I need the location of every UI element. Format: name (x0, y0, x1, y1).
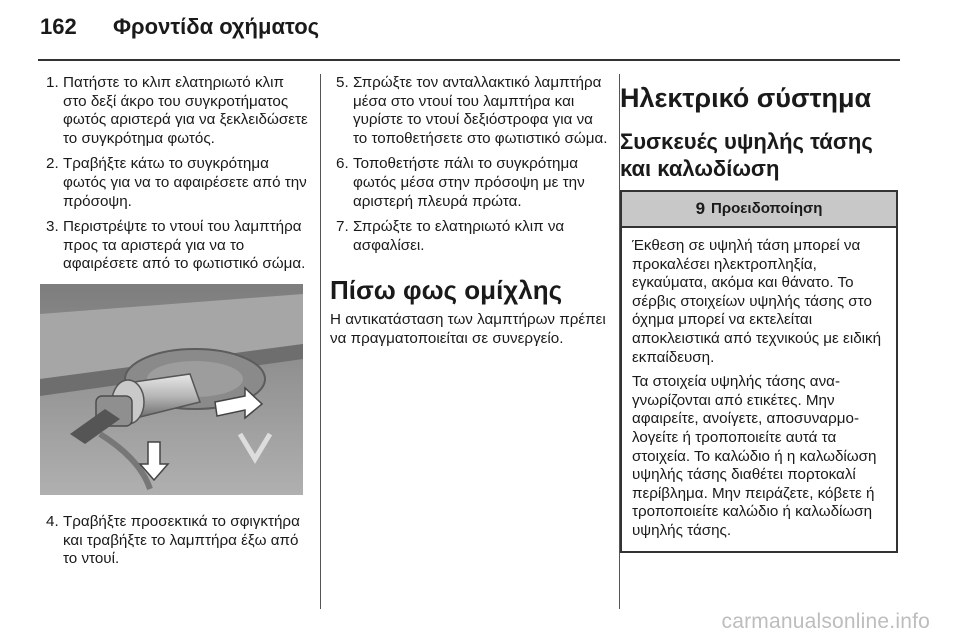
page-title: Φροντίδα οχήματος (113, 14, 320, 39)
warning-paragraph: Έκθεση σε υψηλή τάση μπορεί να προκαλέσει ηλεκτροπληξία, εγκαύματα, ακόμα και θάνατο. Το σέρβις στοιχείων υψηλής τάσης στο όχημα μπορεί να εκτελείται αποκλειστικά από τεχνικούς με ειδική εκπαίδευση. (632, 237, 882, 366)
step-item (330, 74, 608, 148)
step-number: 5. (336, 74, 349, 91)
section-heading-rear-fog-light: Πίσω φως ομίχλης (330, 275, 563, 306)
bulb-removal-photo (40, 284, 303, 495)
step-number: 6. (336, 155, 349, 173)
page-header (0, 0, 960, 60)
column-3 (620, 74, 902, 553)
step-text: Πατήστε το κλιπ ελατηριωτό κλιπ στο δεξί άκρο του συγκροτήματος φωτός αριστερά για να ξεκλειδώσετε το συγκρότημα φωτός. (63, 74, 308, 147)
step-item (40, 218, 310, 274)
warning-header (622, 192, 896, 228)
step-number: 7. (336, 218, 349, 236)
watermark-text: carmanualsonline.info (721, 610, 930, 633)
warning-paragraph: Τα στοιχεία υψηλής τάσης αναγνωρίζονται από ετικέτες. Μην αφαιρείτε, ανοίγετε, αποσυναρμολογείτε ή τροποποιείτε αυτά τα στοιχεία. Το καλώδιο ή η καλωδίωση υψηλής τάσης διαθέτει πορτοκαλί περίβλημα. Μην πειράζετε, κόβετε ή τροποποιείτε καλώδιο ή καλωδίωση υψηλής τάσης. (632, 373, 877, 539)
step-list-a (40, 74, 310, 274)
header-divider (38, 59, 900, 61)
step-number: 3. (46, 218, 59, 236)
warning-title: Προειδοποίηση (711, 199, 823, 217)
step-text: Σπρώξτε τον ανταλλακτικό λαμπτήρα μέσα στο ντουί του λαμπτήρα και γυρίστε το ντουί δεξιόστροφα για να το τοποθετήσετε στο φωτιστικό σώμα. (353, 74, 608, 147)
column-2 (330, 74, 608, 349)
warning-icon: 9 (695, 198, 706, 218)
subheading-high-voltage: Συσκευές υψηλής τάσης και καλωδίωση (620, 129, 873, 181)
warning-body (622, 228, 896, 551)
step-item (40, 155, 310, 211)
step-item (40, 74, 310, 148)
warning-box (620, 190, 898, 553)
step-number: 1. (46, 74, 59, 91)
step-list-b (40, 513, 310, 569)
column-divider-1 (320, 74, 321, 609)
step-number: 2. (46, 155, 59, 173)
step-text: Τραβήξτε προσεκτικά το σφιγκτήρα και τραβήξτε το λαμπτήρα έξω από το ντουί. (63, 512, 300, 568)
step-item (330, 155, 608, 211)
page-number: 162 (40, 14, 77, 39)
step-list-c (330, 74, 608, 255)
step-item (40, 513, 310, 569)
bulb-socket-illustration (40, 284, 303, 495)
step-number: 4. (46, 512, 59, 530)
step-text: Τραβήξτε κάτω το συγκρότημα φωτός για να το αφαιρέσετε από την πρόσοψη. (63, 155, 307, 210)
step-text: Τοποθετήστε πάλι το συγκρότημα φωτός μέσα στην πρόσοψη με την αριστερή πλευρά πρώτα. (353, 155, 585, 210)
step-text: Περιστρέψτε το ντουί του λαμπτήρα προς τα αριστερά για να το αφαιρέσετε από το φωτιστικό σώμα. (63, 218, 306, 273)
step-item (330, 218, 608, 255)
step-text: Σπρώξτε το ελατηριωτό κλιπ να ασφαλίσει. (353, 218, 565, 254)
column-1 (40, 74, 310, 576)
chapter-heading-electrical-system: Ηλεκτρικό σύστημα (620, 83, 872, 113)
section-paragraph: Η αντικατάσταση των λαμπτήρων πρέπει να πραγματοποιείται σε συνεργείο. (330, 311, 606, 347)
